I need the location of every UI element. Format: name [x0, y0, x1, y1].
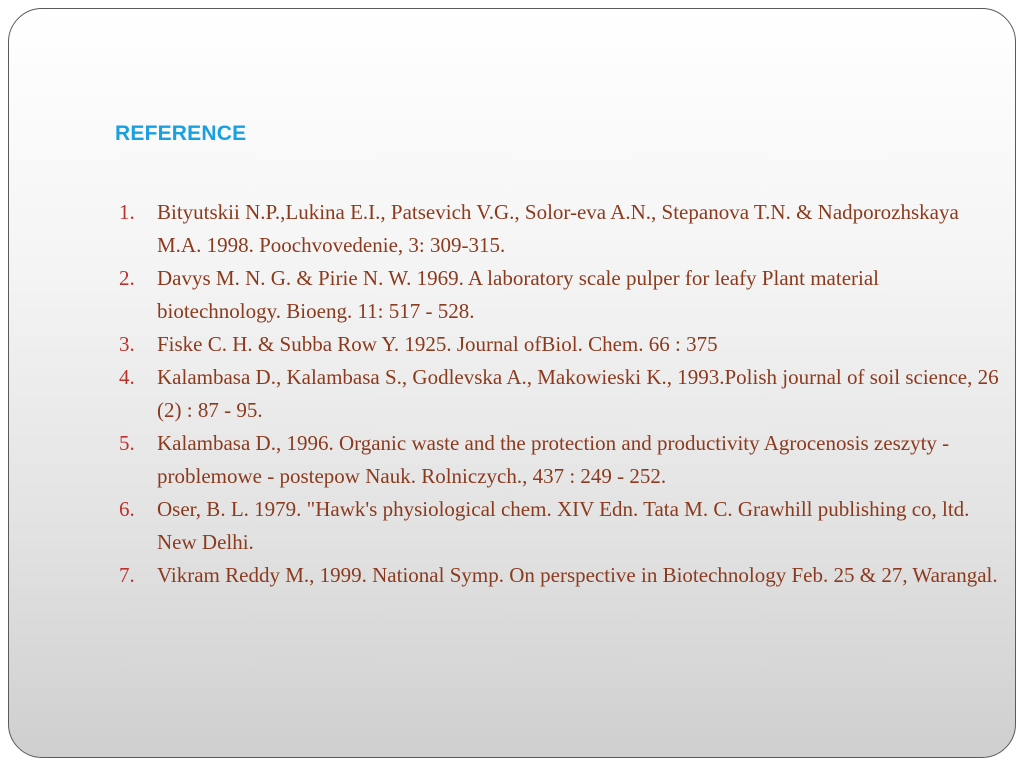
slide-title: REFERENCE: [115, 122, 247, 145]
reference-number: 5.: [119, 431, 135, 455]
reference-text: Fiske C. H. & Subba Row Y. 1925. Journal ofBiol. Chem. 66 : 375: [157, 332, 718, 356]
reference-list: [119, 196, 999, 592]
reference-item-2: [119, 262, 999, 328]
reference-text: Oser, B. L. 1979. "Hawk's physiological chem. XIV Edn. Tata M. C. Grawhill publishing co, ltd. New Delhi.: [157, 497, 970, 554]
reference-number: 3.: [119, 332, 135, 356]
reference-text: Vikram Reddy M., 1999. National Symp. On perspective in Biotechnology Feb. 25 & 27, Warangal.: [157, 563, 998, 587]
reference-number: 6.: [119, 497, 135, 521]
reference-text: Bityutskii N.P.,Lukina E.I., Patsevich V.G., Solor-eva A.N., Stepanova T.N. & Nadporozhskaya M.A. 1998. Poochvovedenie, 3: 309-315.: [157, 200, 959, 257]
reference-number: 2.: [119, 266, 135, 290]
reference-item-3: [119, 328, 999, 361]
reference-number: 1.: [119, 200, 135, 224]
reference-item-6: [119, 493, 999, 559]
reference-number: 4.: [119, 365, 135, 389]
reference-text: Kalambasa D., 1996. Organic waste and the protection and productivity Agrocenosis zeszyty - problemowe - postepow Nauk. Rolniczych., 437 : 249 - 252.: [157, 431, 950, 488]
reference-number: 7.: [119, 563, 135, 587]
reference-item-1: [119, 196, 999, 262]
reference-text: Davys M. N. G. & Pirie N. W. 1969. A laboratory scale pulper for leafy Plant material biotechnology. Bioeng. 11: 517 - 528.: [157, 266, 880, 323]
reference-item-7: [119, 559, 999, 592]
reference-item-4: [119, 361, 999, 427]
slide: [8, 8, 1016, 758]
reference-item-5: [119, 427, 999, 493]
reference-text: Kalambasa D., Kalambasa S., Godlevska A., Makowieski K., 1993.Polish journal of soil science, 26 (2) : 87 - 95.: [157, 365, 999, 422]
